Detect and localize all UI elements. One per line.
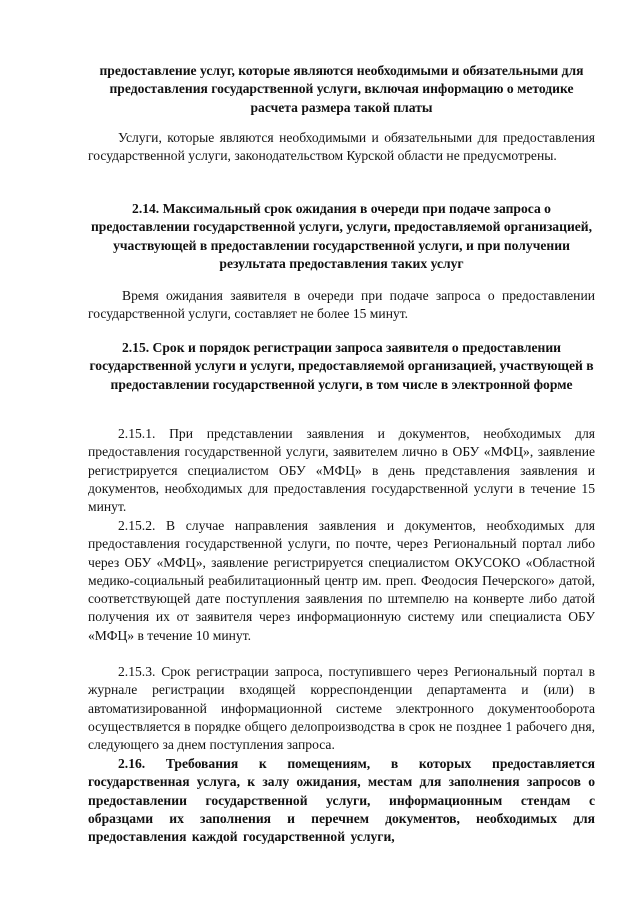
- section-heading-fees-continuation: предоставление услуг, которые являются необходимыми и обязательными для предоставления государственной услуги, включая информацию о методике расчета размера такой платы: [99, 63, 584, 115]
- section-heading-2-14: 2.14. Максимальный срок ожидания в очереди при подаче запроса о предоставлении государственной услуги, услуги, предоставляемой организацией, участвующей в предоставлении государственной услуги, и при получении результата предоставления таких услуг: [90, 201, 593, 271]
- paragraph-required-services: Услуги, которые являются необходимыми и обязательными для предоставления государственной услуги, законодательством Курской области не предусмотрены.: [88, 130, 595, 164]
- paragraph-waiting-time: Время ожидания заявителя в очереди при подаче запроса о предоставлении государственной услуги, составляет не более 15 минут.: [88, 288, 595, 322]
- paragraph-2-15-3: 2.15.3. Срок регистрации запроса, поступившего через Региональный портал в журнале регистрации входящей корреспонденции департамента и (или) в автоматизированной информационной системе электронного документооборота осуществляется в порядке общего делопроизводства в срок не позднее 1 рабочего дня, следующего за днем поступления запроса.: [88, 664, 595, 753]
- section-heading-2-15: 2.15. Срок и порядок регистрации запроса заявителя о предоставлении государственной услуги и услуги, предоставляемой организацией, участвующей в предоставлении государственной услуги, в том числе в электронной форме: [89, 340, 594, 392]
- paragraph-2-15-1: 2.15.1. При представлении заявления и документов, необходимых для предоставления государственной услуги, заявителем лично в ОБУ «МФЦ», заявление регистрируется специалистом ОБУ «МФЦ» в день представления заявления и документов, необходимых для предоставления государственной услуги в течение 15 минут.: [88, 426, 595, 515]
- section-heading-2-16: 2.16. Требования к помещениям, в которых предоставляется государственная услуга, к залу ожидания, местам для заполнения запросов о предоставлении государственной услуги, информационным стендам с образцами их заполнения и перечнем документов, необходимых для предоставления каждой государственной услуги,: [88, 756, 595, 845]
- paragraph-2-15-2: 2.15.2. В случае направления заявления и документов, необходимых для предоставления государственной услуги, по почте, через Региональный портал либо через ОБУ «МФЦ», заявление регистрируется специалистом ОКУСОКО «Областной медико-социальный реабилитационный центр им. преп. Феодосия Печерского» датой, соответствующей дате поступления заявления по штемпелю на конверте либо датой получения их от заявителя через информационную систему или специалиста ОБУ «МФЦ» в течение 10 минут.: [88, 518, 595, 643]
